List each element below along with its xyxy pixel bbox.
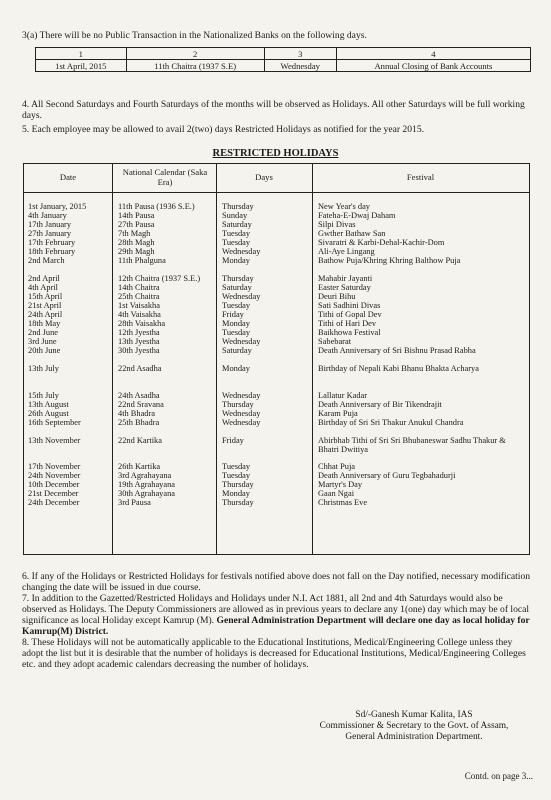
holiday-saka-date: 28th Vaisakha [118, 319, 166, 328]
holiday-saka-date: 7th Magh [118, 229, 151, 238]
holiday-saka-date: 11th Phalguna [118, 256, 166, 265]
holiday-day: Thursday [222, 274, 254, 283]
bank-header-cell: 3 [264, 48, 336, 60]
holiday-date: 2nd March [28, 256, 65, 265]
holiday-festival: Sati Sadhini Divas [318, 301, 381, 310]
holiday-day: Thursday [222, 498, 254, 507]
holiday-saka-date: 24th Asadha [118, 391, 160, 400]
holiday-festival: Sabebarat [318, 337, 352, 346]
holiday-day: Friday [222, 436, 244, 445]
holiday-day: Wednesday [222, 292, 261, 301]
holiday-date: 21st April [28, 301, 62, 310]
holiday-saka-date: 22nd Asadha [118, 364, 162, 373]
bank-cell-date: 1st April, 2015 [36, 60, 127, 72]
holiday-saka-date: 28th Magh [118, 238, 155, 247]
holiday-date: 2nd April [28, 274, 60, 283]
point-7 [22, 593, 532, 637]
header-festival: Festival [406, 172, 435, 182]
holiday-saka-date: 1st Vaisakha [118, 301, 160, 310]
holiday-festival: Bathow Puja/Khring Khring Balthow Puja [318, 256, 461, 265]
bank-table-row [36, 60, 531, 72]
holiday-day: Monday [222, 489, 250, 498]
holiday-day: Tuesday [222, 471, 251, 480]
holiday-day: Monday [222, 319, 250, 328]
holiday-date: 3rd June [28, 337, 57, 346]
header-date: Date [59, 172, 77, 182]
holiday-date: 15th July [28, 391, 59, 400]
holiday-festival: Mahabir Jayanti [318, 274, 373, 283]
holiday-festival: Abirbhab Tithi of Sri Sri Bhubaneswar Sadhu Thakur & Bhatri Dwitiya [318, 436, 506, 454]
holiday-date: 18th February [28, 247, 76, 256]
holiday-festival: Death Anniversary of Bir Tikendrajit [318, 400, 442, 409]
holiday-date: 20th June [28, 346, 61, 355]
holiday-date: 24th November [28, 471, 81, 480]
holiday-day: Wednesday [222, 337, 261, 346]
holiday-saka-date: 26th Kartika [118, 462, 161, 471]
holiday-day: Tuesday [222, 328, 251, 337]
holiday-day: Wednesday [222, 418, 261, 427]
holiday-festival: Lallatur Kadar [318, 391, 368, 400]
holiday-date: 26th August [28, 409, 69, 418]
holiday-saka-date: 3rd Pausa [118, 498, 151, 507]
holiday-saka-date: 19th Agrahayana [118, 480, 175, 489]
holiday-day: Saturday [222, 220, 252, 229]
holiday-day: Wednesday [222, 247, 261, 256]
holiday-date: 24th April [28, 310, 63, 319]
holiday-festival: Ali-Aye Lingang [318, 247, 375, 256]
holiday-date: 10th December [28, 480, 80, 489]
point-8: 8. These Holidays will not be automatically applicable to the Educational Institutions, Medical/Engineering College unless they adopt the list but it is desirable that the number of holidays is decreased for Educational Institutions, Medical/Engineering Colleges etc. and they adopt academic calendars decreasing the number of holidays. [22, 637, 526, 670]
continued-note: Contd. on page 3... [464, 771, 533, 781]
holiday-date: 15th April [28, 292, 63, 301]
holiday-saka-date: 29th Magh [118, 247, 155, 256]
column-divider [112, 164, 113, 554]
holiday-date: 24th December [28, 498, 80, 507]
restricted-holidays-table [23, 163, 530, 555]
holiday-date: 13th July [28, 364, 59, 373]
point-7-bold-text: General Administration Department will declare one day as local holiday for Kamrup(M) District. [22, 615, 530, 637]
holiday-saka-date: 30th Agrahayana [118, 489, 175, 498]
holiday-saka-date: 3rd Agrahayana [118, 471, 172, 480]
holiday-date: 13th August [28, 400, 69, 409]
holiday-day: Friday [222, 310, 244, 319]
holiday-festival: Gwther Bathaw San [318, 229, 386, 238]
holiday-festival: Tithi of Hari Dev [318, 319, 377, 328]
holiday-saka-date: 22nd Kartika [118, 436, 162, 445]
bank-table-header [36, 48, 531, 60]
holiday-saka-date: 12th Chaitra (1937 S.E.) [118, 274, 201, 283]
holiday-day: Thursday [222, 202, 254, 211]
holiday-saka-date: 12th Jyestha [118, 328, 160, 337]
holiday-festival: Fateha-E-Dwaj Daham [318, 211, 396, 220]
holiday-saka-date: 4th Bhadra [118, 409, 155, 418]
holiday-festival: Easter Saturday [318, 283, 371, 292]
holiday-festival: Karam Puja [318, 409, 358, 418]
bank-table [35, 47, 531, 72]
bank-cell-reason: Annual Closing of Bank Accounts [336, 60, 530, 72]
holiday-saka-date: 11th Pausa (1936 S.E.) [118, 202, 195, 211]
holiday-day: Tuesday [222, 462, 251, 471]
holiday-day: Tuesday [222, 238, 251, 247]
holiday-saka-date: 27th Pausa [118, 220, 155, 229]
holiday-date: 16th September [28, 418, 81, 427]
holiday-festival: Sivaratri & Karbi-Dehal-Kachir-Dom [318, 238, 445, 247]
holiday-festival: Baikhowa Festival [318, 328, 381, 337]
holiday-date: 17th November [28, 462, 81, 471]
holiday-day: Monday [222, 256, 250, 265]
bank-header-cell: 1 [36, 48, 127, 60]
holiday-festival: Tithi of Gopal Dev [318, 310, 382, 319]
holiday-festival: Martyr's Day [318, 480, 363, 489]
header-days: Days [255, 172, 273, 182]
holiday-day: Sunday [222, 211, 248, 220]
holiday-date: 21st December [28, 489, 79, 498]
holiday-festival: Birthday of Sri Sri Thakur Anukul Chandra [318, 418, 464, 427]
holiday-festival: Birthday of Nepali Kabi Bhanu Bhakta Acharya [318, 364, 479, 373]
holiday-date: 2nd June [28, 328, 59, 337]
holiday-saka-date: 25th Chaitra [118, 292, 160, 301]
holiday-saka-date: 13th Jyestha [118, 337, 160, 346]
holiday-date: 4th April [28, 283, 59, 292]
point-6: 6. If any of the Holidays or Restricted Holidays for festivals notified above does not fall on the Day notified, necessary modification changing the date will be issued in due course. [22, 571, 531, 593]
holiday-day: Saturday [222, 346, 252, 355]
holiday-festival: Death Anniversary of Sri Bishnu Prasad Rabha [318, 346, 476, 355]
holiday-saka-date: 25th Bhadra [118, 418, 160, 427]
point-5: 5. Each employee may be allowed to avail 2(two) days Restricted Holidays as notified for the year 2015. [22, 124, 425, 135]
holiday-festival: Gaan Ngai [318, 489, 355, 498]
bank-note: 3(a) There will be no Public Transaction in the Nationalized Banks on the following days. [22, 30, 367, 41]
holiday-date: 17th January [28, 220, 72, 229]
holiday-date: 27th January [28, 229, 72, 238]
point-7-text: 7. In addition to the Gazetted/Restricted Holidays and Holidays under N.I. Act 1881, all 2nd and 4th Saturdays would also be observed as Holidays. The Deputy Commissioners are allowed as in previous years to declare any 1(one) day which may be of local significance as local Holiday except Kamrup (M). [22, 593, 530, 626]
holiday-saka-date: 4th Vaisakha [118, 310, 161, 319]
holiday-date: 17th February [28, 238, 76, 247]
header-divider [24, 192, 529, 193]
holiday-day: Monday [222, 364, 250, 373]
header-national-calendar: National Calendar (Saka Era) [122, 167, 208, 187]
holiday-saka-date: 14th Chaitra [118, 283, 160, 292]
holiday-festival: Death Anniversary of Guru Tegbahadurji [318, 471, 456, 480]
holiday-day: Wednesday [222, 409, 261, 418]
signatory-title: Commissioner & Secretary to the Govt. of Assam, [319, 721, 509, 731]
holiday-saka-date: 14th Pausa [118, 211, 155, 220]
bank-cell-saka: 11th Chaitra (1937 S.E) [126, 60, 264, 72]
holiday-day: Saturday [222, 283, 252, 292]
holiday-date: 4th January [28, 211, 67, 220]
signatory-name: Sd/-Ganesh Kumar Kalita, IAS [355, 710, 473, 720]
holiday-day: Thursday [222, 400, 254, 409]
signatory-department: General Administration Department. [345, 732, 483, 742]
bank-cell-day: Wednesday [264, 60, 336, 72]
holiday-saka-date: 22nd Sravana [118, 400, 164, 409]
holiday-date: 18th May [28, 319, 61, 328]
holiday-date: 13th November [28, 436, 81, 445]
holiday-festival: Deuri Bihu [318, 292, 356, 301]
signature-block [299, 710, 529, 743]
restricted-holidays-heading: RESTRICTED HOLIDAYS [212, 148, 339, 159]
holiday-festival: New Year's day [318, 202, 370, 211]
point-4: 4. All Second Saturdays and Fourth Saturdays of the months will be observed as Holidays. All other Saturdays will be full working days. [22, 99, 525, 121]
column-divider [312, 164, 313, 554]
holiday-festival: Silpi Divas [318, 220, 356, 229]
column-divider [216, 164, 217, 554]
holiday-day: Tuesday [222, 229, 251, 238]
holiday-date: 1st January, 2015 [28, 202, 87, 211]
holiday-festival: Chhat Puja [318, 462, 355, 471]
holiday-saka-date: 30th Jyestha [118, 346, 160, 355]
holiday-day: Tuesday [222, 301, 251, 310]
bank-header-cell: 4 [336, 48, 530, 60]
holiday-day: Wednesday [222, 391, 261, 400]
holiday-festival: Christmas Eve [318, 498, 368, 507]
bank-header-cell: 2 [126, 48, 264, 60]
holiday-day: Thursday [222, 480, 254, 489]
